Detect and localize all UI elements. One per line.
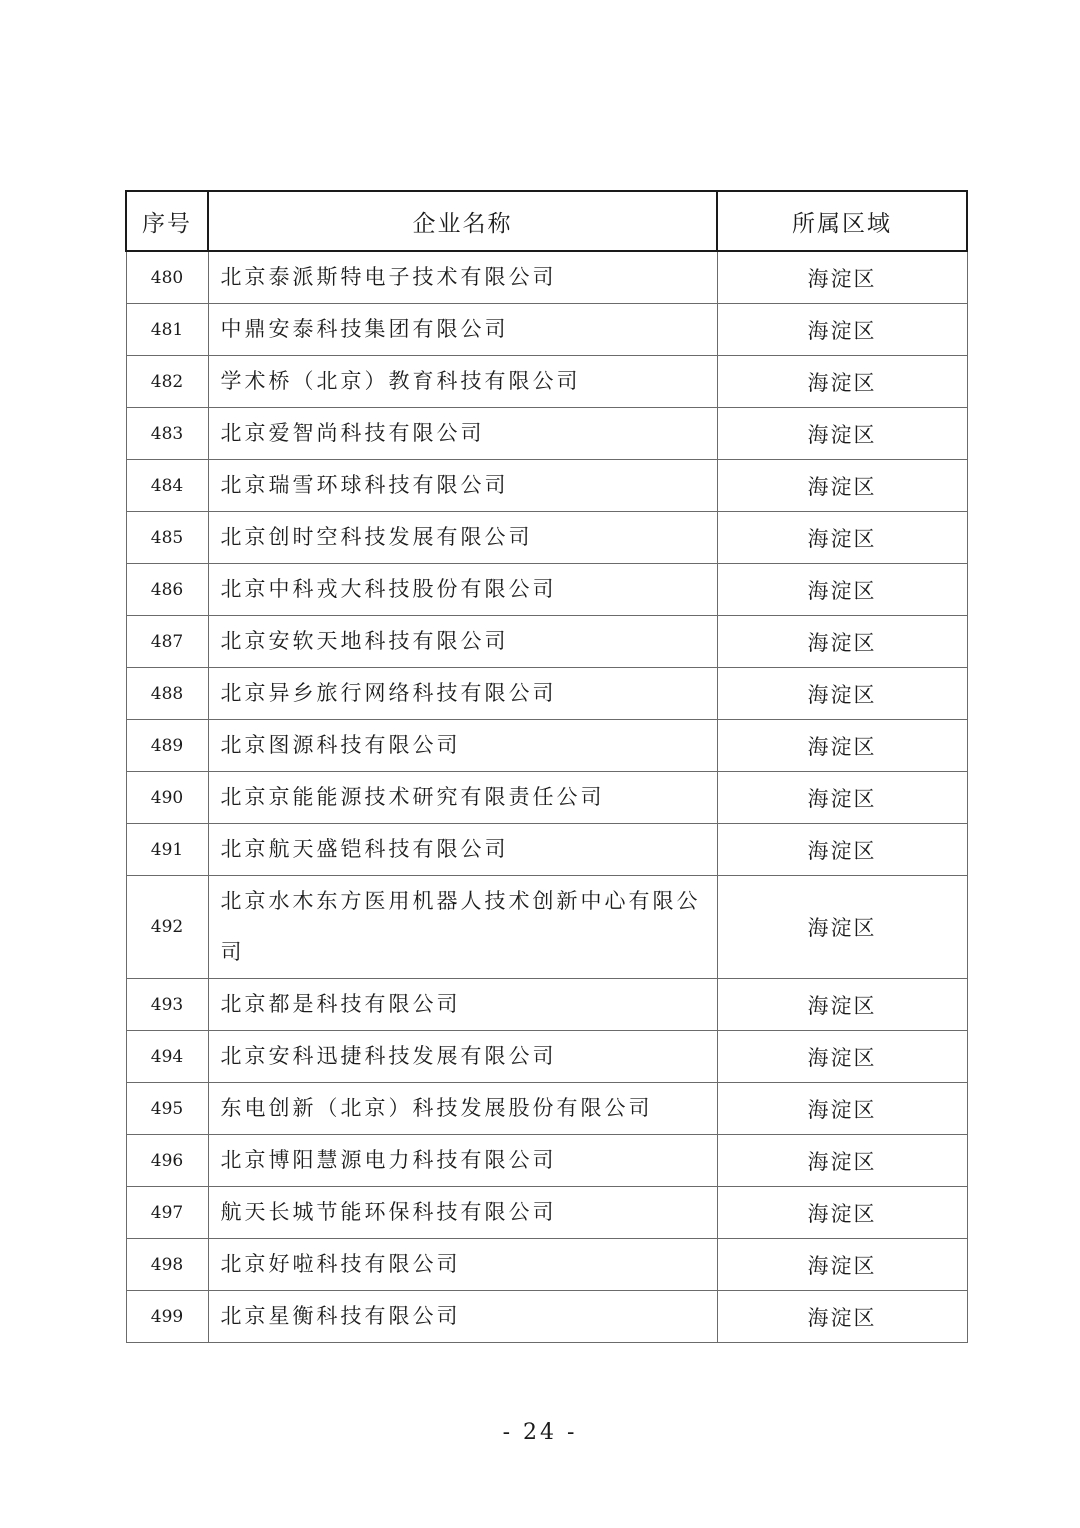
header-company-name: 企业名称 <box>208 191 717 251</box>
row-index: 483 <box>126 408 208 460</box>
row-area: 海淀区 <box>717 668 967 720</box>
row-index: 490 <box>126 772 208 824</box>
row-area: 海淀区 <box>717 720 967 772</box>
row-index: 494 <box>126 1031 208 1083</box>
row-area: 海淀区 <box>717 251 967 304</box>
row-area: 海淀区 <box>717 304 967 356</box>
row-index: 480 <box>126 251 208 304</box>
row-area: 海淀区 <box>717 564 967 616</box>
table-row <box>126 251 967 304</box>
row-area: 海淀区 <box>717 512 967 564</box>
header-row <box>126 191 967 251</box>
table-row <box>126 1187 967 1239</box>
table-row <box>126 512 967 564</box>
table-row <box>126 668 967 720</box>
row-area: 海淀区 <box>717 1135 967 1187</box>
row-area: 海淀区 <box>717 616 967 668</box>
row-area: 海淀区 <box>717 1031 967 1083</box>
row-company-name: 北京图源科技有限公司 <box>208 720 717 772</box>
header-area: 所属区域 <box>717 191 967 251</box>
row-index: 484 <box>126 460 208 512</box>
row-company-name: 中鼎安泰科技集团有限公司 <box>208 304 717 356</box>
table-header <box>126 191 967 251</box>
row-area: 海淀区 <box>717 356 967 408</box>
row-company-name: 北京创时空科技发展有限公司 <box>208 512 717 564</box>
row-company-name: 北京都是科技有限公司 <box>208 979 717 1031</box>
row-company-name: 北京京能能源技术研究有限责任公司 <box>208 772 717 824</box>
row-company-name: 北京中科戎大科技股份有限公司 <box>208 564 717 616</box>
row-company-name: 北京星衡科技有限公司 <box>208 1291 717 1343</box>
table-row <box>126 304 967 356</box>
table-row <box>126 720 967 772</box>
row-company-name: 北京泰派斯特电子技术有限公司 <box>208 251 717 304</box>
table-row <box>126 460 967 512</box>
row-area: 海淀区 <box>717 1187 967 1239</box>
table-row <box>126 408 967 460</box>
row-company-name: 东电创新（北京）科技发展股份有限公司 <box>208 1083 717 1135</box>
row-index: 498 <box>126 1239 208 1291</box>
table-row <box>126 1239 967 1291</box>
row-index: 492 <box>126 876 208 979</box>
row-area: 海淀区 <box>717 408 967 460</box>
table-row <box>126 979 967 1031</box>
table-row <box>126 1135 967 1187</box>
header-index: 序号 <box>126 191 208 251</box>
row-index: 497 <box>126 1187 208 1239</box>
table-row <box>126 564 967 616</box>
row-area: 海淀区 <box>717 1083 967 1135</box>
row-company-name: 北京博阳慧源电力科技有限公司 <box>208 1135 717 1187</box>
row-company-name: 北京航天盛铠科技有限公司 <box>208 824 717 876</box>
row-company-name: 北京安科迅捷科技发展有限公司 <box>208 1031 717 1083</box>
row-index: 495 <box>126 1083 208 1135</box>
row-area: 海淀区 <box>717 1239 967 1291</box>
table-row <box>126 1291 967 1343</box>
row-company-name: 航天长城节能环保科技有限公司 <box>208 1187 717 1239</box>
row-area: 海淀区 <box>717 824 967 876</box>
table-row <box>126 1031 967 1083</box>
row-company-name: 北京安软天地科技有限公司 <box>208 616 717 668</box>
table-row <box>126 824 967 876</box>
page-number: - 24 - <box>502 1420 578 1445</box>
table-row <box>126 356 967 408</box>
row-index: 489 <box>126 720 208 772</box>
row-company-name: 北京异乡旅行网络科技有限公司 <box>208 668 717 720</box>
row-company-name: 北京爱智尚科技有限公司 <box>208 408 717 460</box>
row-index: 491 <box>126 824 208 876</box>
row-company-name: 学术桥（北京）教育科技有限公司 <box>208 356 717 408</box>
row-index: 487 <box>126 616 208 668</box>
row-area: 海淀区 <box>717 1291 967 1343</box>
row-index: 485 <box>126 512 208 564</box>
row-company-name: 北京水木东方医用机器人技术创新中心有限公司 <box>208 876 717 979</box>
table-row <box>126 772 967 824</box>
table-row <box>126 876 967 979</box>
row-index: 499 <box>126 1291 208 1343</box>
row-index: 482 <box>126 356 208 408</box>
row-index: 481 <box>126 304 208 356</box>
enterprise-list-table <box>125 190 968 1343</box>
row-area: 海淀区 <box>717 876 967 979</box>
row-area: 海淀区 <box>717 772 967 824</box>
row-index: 496 <box>126 1135 208 1187</box>
row-area: 海淀区 <box>717 460 967 512</box>
row-company-name: 北京好啦科技有限公司 <box>208 1239 717 1291</box>
table-row <box>126 616 967 668</box>
row-index: 488 <box>126 668 208 720</box>
row-company-name: 北京瑞雪环球科技有限公司 <box>208 460 717 512</box>
row-area: 海淀区 <box>717 979 967 1031</box>
row-index: 493 <box>126 979 208 1031</box>
table-row <box>126 1083 967 1135</box>
table-body <box>126 251 967 1343</box>
row-index: 486 <box>126 564 208 616</box>
